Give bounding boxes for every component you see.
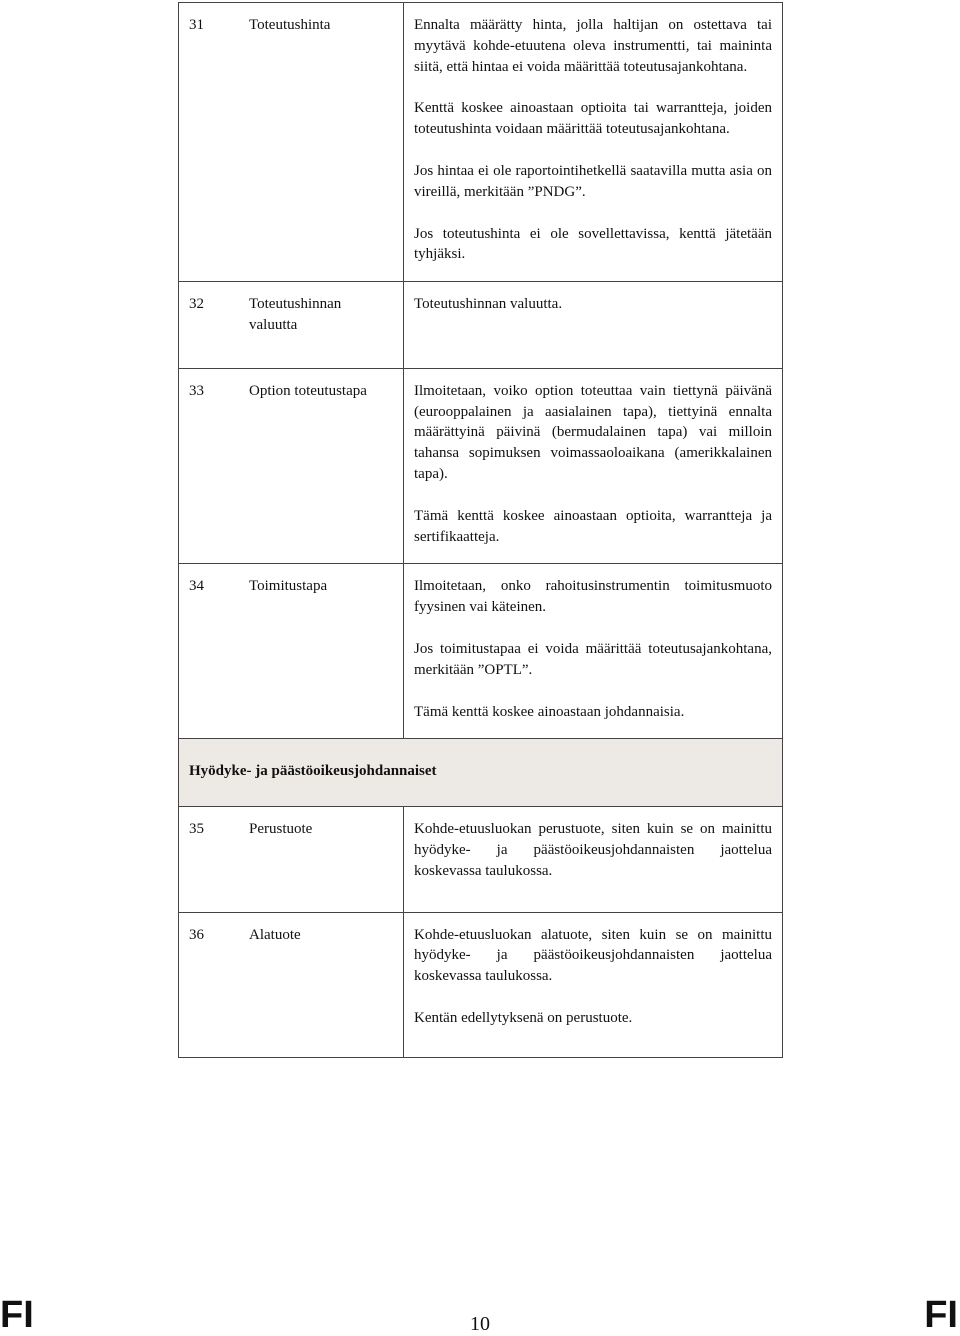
- field-name: Perustuote: [249, 821, 313, 838]
- field-number: 33: [189, 382, 204, 399]
- field-number: 32: [189, 296, 204, 313]
- field-description: Ilmoitetaan, onko rahoitusinstrumentin toimitusmuoto fyysinen vai käteinen.: [414, 578, 772, 616]
- field-description: Tämä kenttä koskee ainoastaan optioita, warrantteja ja sertifikaatteja.: [414, 507, 772, 545]
- table-row: [179, 282, 783, 369]
- field-number: 36: [189, 926, 204, 943]
- page-number: 10: [470, 1313, 490, 1335]
- field-name: Toteutushinnan valuutta: [249, 296, 342, 333]
- field-description: Kohde-etuusluokan perustuote, siten kuin se on mainittu hyödyke- ja päästöoikeusjohdannaisten jaottelua koskevassa taulukossa.: [414, 821, 772, 879]
- field-description: Toteutushinnan valuutta.: [414, 296, 563, 313]
- fields-table: [178, 2, 783, 1058]
- field-description: Kohde-etuusluokan alatuote, siten kuin se on mainittu hyödyke- ja päästöoikeusjohdannaisten jaottelua koskevassa taulukossa.: [414, 926, 772, 985]
- field-description: Jos toteutushinta ei ole sovellettavissa, kenttä jätetään tyhjäksi.: [414, 225, 772, 263]
- footer-language-code-left: FI: [0, 1294, 34, 1336]
- field-number: 35: [189, 821, 204, 838]
- table-row: [179, 368, 783, 564]
- field-description: Ilmoitetaan, voiko option toteuttaa vain tiettynä päivänä (eurooppalainen ja aasialainen tapa), tiettyinä ennalta määrättyinä päivinä (bermudalainen tapa) vai milloin tahansa sopimuksen voimassaoloaikana (amerikkalainen tapa).: [414, 382, 772, 482]
- section-row: [179, 739, 783, 807]
- field-description: Kenttä koskee ainoastaan optioita tai warrantteja, joiden toteutushinta voidaan määrittää toteutusajankohtana.: [414, 100, 772, 138]
- field-name: Alatuote: [249, 926, 301, 943]
- field-description: Jos hintaa ei ole raportointihetkellä saatavilla mutta asia on vireillä, merkitään ”PNDG”.: [414, 162, 772, 200]
- field-name: Toimitustapa: [249, 578, 328, 595]
- field-number: 31: [189, 17, 204, 33]
- section-title: Hyödyke- ja päästöoikeusjohdannaiset: [179, 739, 783, 807]
- table-row: [179, 807, 783, 912]
- table-row: [179, 564, 783, 739]
- field-description: Kentän edellytyksenä on perustuote.: [414, 1009, 633, 1026]
- field-description: Tämä kenttä koskee ainoastaan johdannaisia.: [414, 703, 685, 720]
- footer-language-code-right: FI: [924, 1294, 958, 1336]
- field-description: Ennalta määrätty hinta, jolla haltijan on ostettava tai myytävä kohde-etuutena oleva instrumentti, tai maininta siitä, että hintaa ei voida määrittää toteutusajankohtana.: [414, 17, 772, 75]
- table-row: [179, 3, 783, 282]
- field-name: Toteutushinta: [249, 17, 331, 33]
- field-description: Jos toimitustapaa ei voida määrittää toteutusajankohtana, merkitään ”OPTL”.: [414, 640, 772, 678]
- table-row: [179, 912, 783, 1057]
- field-name: Option toteutustapa: [249, 382, 367, 399]
- field-number: 34: [189, 578, 204, 595]
